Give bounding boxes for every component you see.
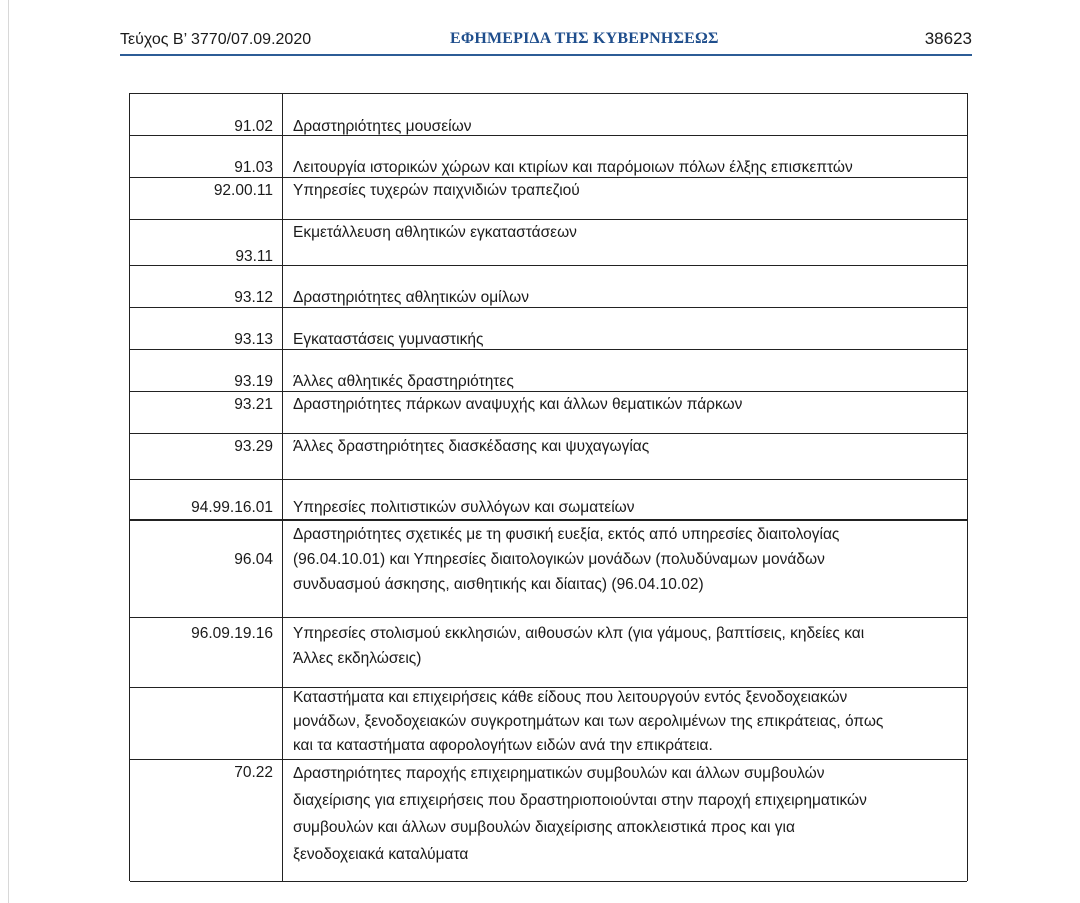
- activity-description: Άλλες δραστηριότητες διασκέδασης και ψυχαγωγίας: [293, 438, 650, 455]
- issue-number: Τεύχος Β’ 3770/07.09.2020: [120, 31, 312, 48]
- description-line: διαχείρισης για επιχειρήσεις που δραστηριοποιούνται στην παροχή επιχειρηματικών: [293, 792, 867, 809]
- activity-description: Λειτουργία ιστορικών χώρων και κτιρίων και παρόμοιων πόλων έλξης επισκεπτών: [293, 159, 853, 176]
- table-row: [130, 433, 967, 480]
- table-row: [130, 479, 967, 520]
- activity-code: 96.04: [234, 551, 273, 568]
- description-line: Δραστηριότητες παροχής επιχειρηματικών συμβουλών και άλλων συμβουλών: [293, 765, 825, 782]
- activity-code: 91.03: [234, 159, 273, 176]
- activity-description: Δραστηριότητες αθλητικών ομίλων: [293, 289, 529, 306]
- description-line: συνδυασμού άσκησης, αισθητικής και δίαιτας) (96.04.10.02): [293, 576, 704, 593]
- activity-code: 93.12: [234, 289, 273, 306]
- activity-description: Υπηρεσίες τυχερών παιχνιδιών τραπεζιού: [293, 182, 580, 199]
- activity-code: 93.19: [234, 373, 273, 390]
- description-line: και τα καταστήματα αφορολογήτων ειδών ανά την επικράτεια.: [293, 737, 713, 754]
- activity-code: 70.22: [234, 764, 273, 781]
- activity-description: Δραστηριότητες πάρκων αναψυχής και άλλων θεματικών πάρκων: [293, 396, 743, 413]
- table-row: [130, 617, 967, 688]
- activity-description: Άλλες αθλητικές δραστηριότητες: [293, 373, 514, 390]
- activity-description: [293, 522, 958, 597]
- table-row: [130, 759, 967, 882]
- description-line: Άλλες εκδηλώσεις): [293, 650, 422, 667]
- page-number: 38623: [924, 29, 972, 48]
- activity-description: [293, 760, 958, 868]
- page-header: [120, 29, 972, 51]
- activity-description: Εγκαταστάσεις γυμναστικής: [293, 331, 484, 348]
- activity-code: 93.13: [234, 331, 273, 348]
- activity-code: 96.09.19.16: [191, 625, 273, 642]
- activity-description: [293, 686, 958, 758]
- activity-description: Υπηρεσίες πολιτιστικών συλλόγων και σωματείων: [293, 499, 635, 516]
- table-row: [130, 391, 967, 434]
- description-line: (96.04.10.01) και Υπηρεσίες διαιτολογικών μονάδων (πολυδύναμων μονάδων: [293, 551, 825, 568]
- activity-description: Εκμετάλλευση αθλητικών εγκαταστάσεων: [293, 224, 577, 241]
- table-row: [130, 307, 967, 350]
- table-row: [130, 177, 967, 220]
- activity-code: 94.99.16.01: [191, 499, 273, 516]
- description-line: Δραστηριότητες σχετικές με τη φυσική ευεξία, εκτός από υπηρεσίες διαιτολογίας: [293, 526, 840, 543]
- table-row: [130, 687, 967, 760]
- table-row: [130, 93, 967, 136]
- activity-description: [293, 621, 958, 671]
- description-line: Καταστήματα και επιχειρήσεις κάθε είδους που λειτουργούν εντός ξενοδοχειακών: [293, 689, 848, 706]
- description-line: Υπηρεσίες στολισμού εκκλησιών, αιθουσών κλπ (για γάμους, βαπτίσεις, κηδείες και: [293, 625, 865, 642]
- description-line: συμβουλών και άλλων συμβουλών διαχείρισης αποκλειστικά προς και για: [293, 819, 795, 836]
- activity-description: Δραστηριότητες μουσείων: [293, 118, 472, 135]
- table-row: [130, 265, 967, 308]
- header-rule: [120, 54, 972, 56]
- table-row: [130, 349, 967, 392]
- activity-code: 92.00.11: [213, 182, 273, 199]
- description-line: μονάδων, ξενοδοχειακών συγκροτημάτων και των αερολιμένων της επικράτειας, όπως: [293, 713, 884, 730]
- description-line: ξενοδοχειακά καταλύματα: [293, 846, 469, 863]
- gazette-title: ΕΦΗΜΕΡΙΔΑ ΤΗΣ ΚΥΒΕΡΝΗΣΕΩΣ: [450, 30, 719, 47]
- table-row: [130, 519, 967, 619]
- table-row: [130, 219, 967, 266]
- activity-code: 93.11: [235, 248, 273, 265]
- table-row: [130, 135, 967, 178]
- activity-code: 93.29: [234, 438, 273, 455]
- page-edge: [8, 0, 9, 903]
- activity-codes-table: [129, 93, 968, 881]
- activity-code: 91.02: [234, 118, 273, 135]
- activity-code: 93.21: [234, 396, 273, 413]
